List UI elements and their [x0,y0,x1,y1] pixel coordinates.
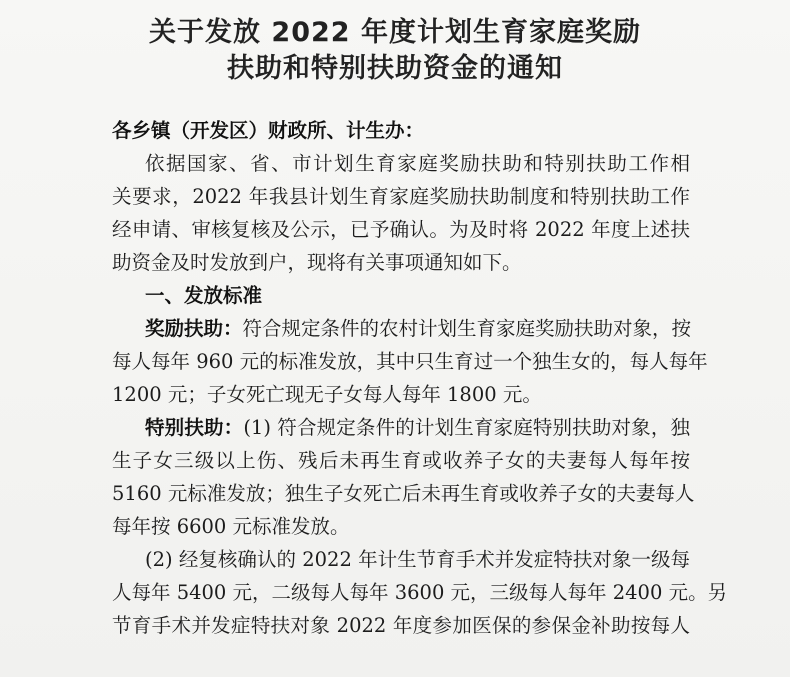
item2-line-3: 节育手术并发症特扶对象 2022 年度参加医保的参保金补助按每人 [112,614,690,637]
intro-line-4: 助资金及时发放到户，现将有关事项通知如下。 [112,251,522,274]
intro-line-1: 依据国家、省、市计划生育家庭奖励扶助和特别扶助工作相 [145,152,690,175]
salutation: 各乡镇（开发区）财政所、计生办： [112,119,425,142]
intro-line-3: 经申请、审核复核及公示，已予确认。为及时将 2022 年度上述扶 [112,218,690,241]
item2-line-2: 人每年 5400 元，二级每人每年 3600 元，三级每人每年 2400 元。另 [112,581,728,604]
reward-line-1-text: 符合规定条件的农村计划生育家庭奖励扶助对象，按 [242,317,692,340]
special-line-4: 每年按 6600 元标准发放。 [112,515,350,538]
section-heading-1: 一、发放标准 [145,284,263,307]
intro-line-2: 关要求，2022 年我县计划生育家庭奖励扶助制度和特别扶助工作 [112,185,690,208]
item2-line-1: (2) 经复核确认的 2022 年计生节育手术并发症特扶对象一级每 [145,548,690,571]
special-line-3: 5160 元标准发放；独生子女死亡后未再生育或收养子女的夫妻每人 [112,482,695,505]
special-line-1 [145,414,690,442]
reward-label: 奖励扶助： [145,317,243,340]
special-line-2: 生子女三级以上伤、残后未再生育或收养子女的夫妻每人每年按 [112,449,690,472]
title-line-1: 关于发放 2022 年度计划生育家庭奖励 [149,17,641,48]
special-line-1-text: (1) 符合规定条件的计划生育家庭特别扶助对象，独 [243,416,690,439]
reward-line-2: 每人每年 960 元的标准发放，其中只生育过一个独生女的，每人每年 [112,350,708,373]
special-label: 特别扶助： [145,416,244,439]
reward-line-1 [145,315,690,343]
reward-line-3: 1200 元；子女死亡现无子女每人每年 1800 元。 [112,383,542,406]
title-line-2: 扶助和特别扶助资金的通知 [227,53,563,84]
